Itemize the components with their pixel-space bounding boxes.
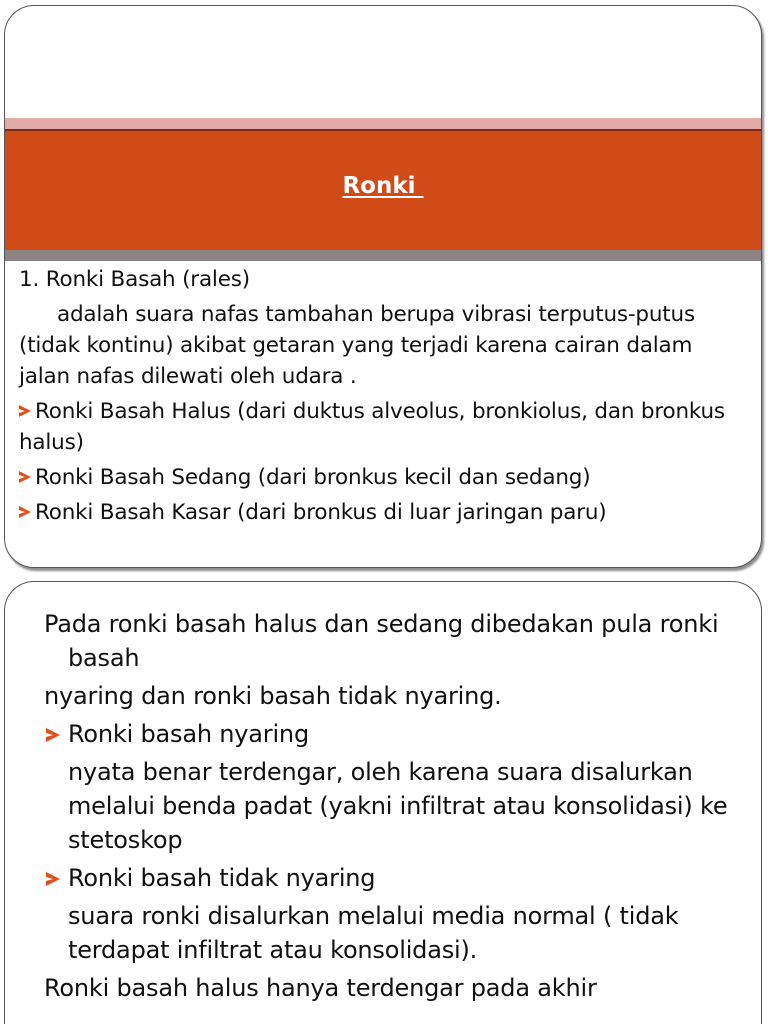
section-heading: 1. Ronki Basah (rales) bbox=[19, 267, 250, 292]
bullet-description: nyata benar terdengar, oleh karena suara disalurkan melalui benda padat (yakni infiltrat atau konsolidasi) ke stetoskop bbox=[68, 758, 728, 854]
slide2-body bbox=[44, 607, 744, 1005]
definition-paragraph: adalah suara nafas tambahan berupa vibrasi terputus-putus (tidak kontinu) akibat getaran yang terjadi karena cairan dalam jalan nafas dilewati oleh udara . bbox=[19, 302, 695, 389]
bullet-item bbox=[19, 396, 749, 458]
bullet-description: suara ronki disalurkan melalui media normal ( tidak terdapat infiltrat atau konsolidasi). bbox=[68, 902, 679, 964]
closing-paragraph: Ronki basah halus hanya terdengar pada akhir bbox=[44, 974, 597, 1002]
bullet-item bbox=[19, 462, 749, 493]
arrow-bullet-icon bbox=[46, 872, 60, 886]
arrow-bullet-icon bbox=[46, 728, 60, 742]
slide-title: Ronki bbox=[342, 172, 424, 199]
slide-nyaring bbox=[4, 581, 762, 1024]
arrow-bullet-icon bbox=[19, 471, 31, 483]
arrow-bullet-icon bbox=[19, 506, 31, 518]
title-band-bottom-stripe bbox=[5, 250, 761, 261]
bullet-item bbox=[19, 497, 749, 528]
slide1-body bbox=[19, 264, 749, 532]
intro-continuation: nyaring dan ronki basah tidak nyaring. bbox=[44, 682, 502, 710]
slide-ronki-basah bbox=[4, 5, 762, 568]
bullet-text: Ronki Basah Sedang (dari bronkus kecil dan sedang) bbox=[35, 465, 591, 490]
bullet-text: Ronki basah nyaring bbox=[68, 720, 309, 748]
bullet-text: Ronki basah tidak nyaring bbox=[68, 864, 376, 892]
intro-paragraph: Pada ronki basah halus dan sedang dibedakan pula ronki basah bbox=[44, 610, 719, 672]
bullet-text: Ronki Basah Kasar (dari bronkus di luar jaringan paru) bbox=[35, 500, 607, 525]
title-band-top-stripe bbox=[5, 118, 761, 129]
title-band bbox=[5, 131, 761, 250]
bullet-item bbox=[44, 717, 744, 751]
bullet-item bbox=[44, 861, 744, 895]
bullet-text: Ronki Basah Halus (dari duktus alveolus, bronkiolus, dan bronkus halus) bbox=[19, 399, 725, 455]
arrow-bullet-icon bbox=[19, 405, 31, 417]
